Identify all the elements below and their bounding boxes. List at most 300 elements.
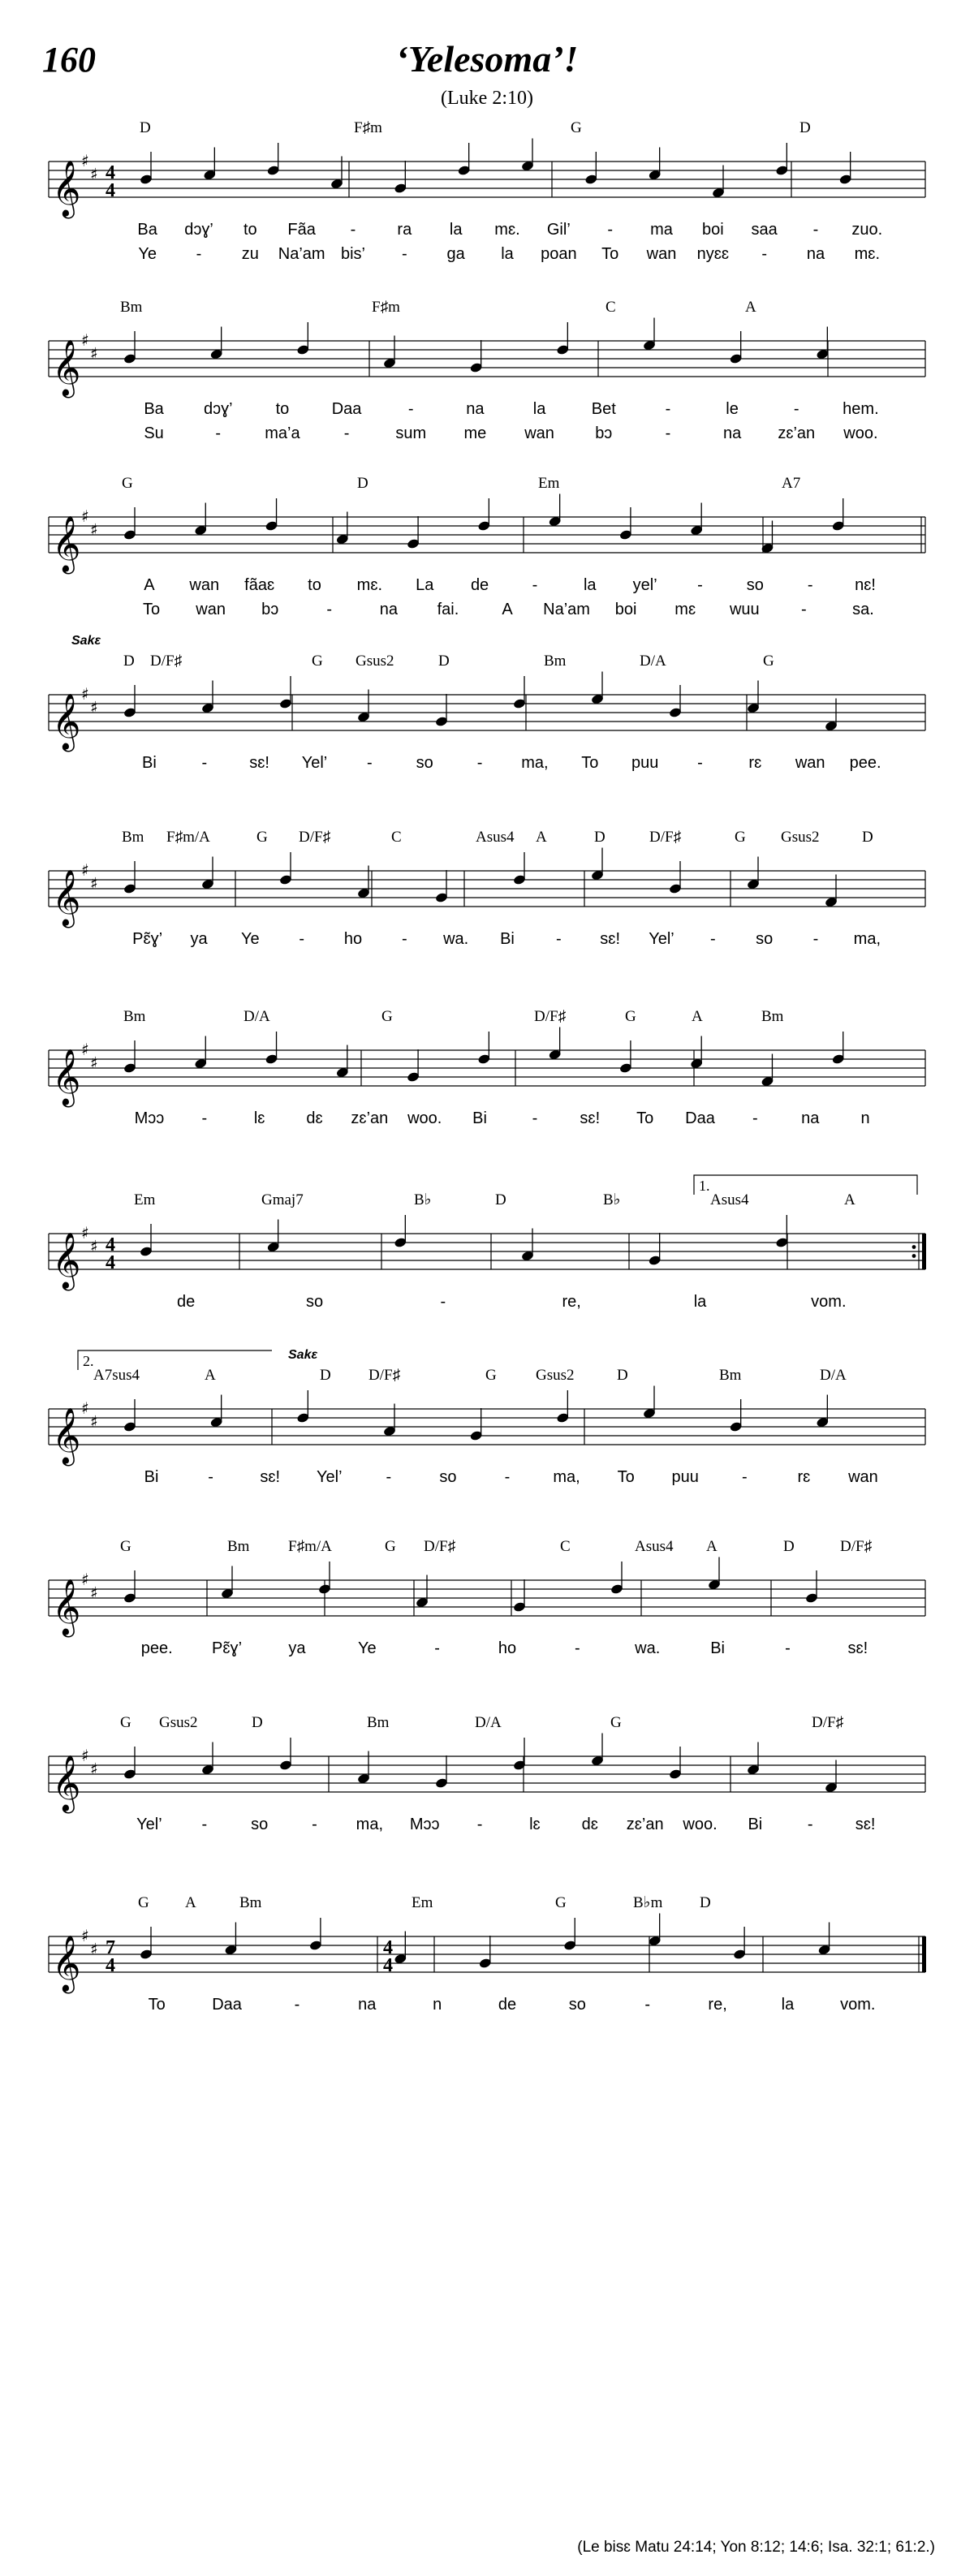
lyric-syllable: A [502, 601, 513, 618]
chord-symbol: D [252, 1714, 263, 1731]
lyric-syllable: - [367, 754, 373, 772]
lyric-syllable: - [476, 754, 483, 772]
lyric-syllable: ya [190, 930, 208, 948]
lyric-syllable: Daa [212, 1996, 242, 2014]
lyric-syllable: - [215, 424, 222, 442]
lyric-syllable: ho [498, 1639, 517, 1657]
lyric-syllable: - [201, 754, 208, 772]
chord-symbol: D/A [475, 1714, 502, 1731]
lyric-syllable: sum [395, 424, 427, 442]
time-signature-bottom: 4 [106, 180, 115, 201]
chord-symbol: D/F♯ [368, 1367, 401, 1384]
lyric-syllable: Bi [500, 930, 515, 948]
lyric-syllable: - [350, 221, 356, 239]
lyric-syllable: Daa [685, 1109, 715, 1127]
lyric-syllable: - [504, 1468, 511, 1486]
chord-symbol: Bm [719, 1367, 742, 1384]
lyric-syllable: - [575, 1639, 580, 1657]
lyric-syllable: ya [288, 1639, 306, 1657]
treble-clef-icon: 𝄞 [52, 1579, 81, 1635]
lyric-syllable: - [532, 576, 538, 594]
lyric-syllable: sɛ! [600, 930, 621, 948]
time-signature-top: 7 [106, 1937, 115, 1958]
chord-symbol: Em [538, 475, 560, 492]
lyric-syllable: la [449, 221, 463, 239]
lyric-syllable: zɛ’an [778, 424, 816, 442]
lyric-syllable: Ye [357, 1639, 377, 1657]
chord-symbol: A [692, 1008, 703, 1025]
chord-symbol: G [385, 1538, 396, 1555]
lyric-syllable: so [251, 1816, 269, 1833]
lyric-syllable: pee. [849, 754, 881, 772]
lyric-syllable: poan [541, 245, 577, 263]
lyric-syllable: to [243, 221, 257, 239]
lyric-syllable: - [401, 245, 407, 263]
lyric-syllable: mɛ. [854, 245, 881, 263]
chord-symbol: D [594, 829, 606, 846]
chord-symbol: Gsus2 [536, 1367, 575, 1384]
sharp-icon: ♯ [81, 1926, 89, 1945]
chord-symbol: G [571, 119, 582, 136]
lyric-syllable: - [299, 930, 305, 948]
lyric-syllable: Ba [144, 400, 164, 418]
sharp-icon: ♯ [90, 873, 98, 894]
lyric-syllable: sɛ! [260, 1468, 281, 1486]
lyric-syllable: to [308, 576, 321, 594]
lyric-syllable: Daa [331, 400, 362, 418]
lyric-syllable: so [746, 576, 764, 594]
chord-symbol: G [138, 1894, 149, 1911]
sharp-icon: ♯ [90, 1759, 98, 1779]
lyric-syllable: de [498, 1996, 517, 2014]
lyric-syllable: Yel’ [649, 930, 674, 948]
chord-symbol: D [862, 829, 873, 846]
chord-symbol: G [312, 653, 323, 670]
chord-symbol: F♯m [372, 299, 400, 316]
chord-symbol: G [120, 1714, 131, 1731]
lyric-syllable: - [785, 1639, 791, 1657]
lyric-syllable: me [463, 424, 487, 442]
final-barline [922, 1936, 926, 1972]
lyric-syllable: la [693, 1293, 707, 1311]
chord-symbol: D [799, 119, 811, 136]
lyric-syllable: - [440, 1293, 446, 1311]
chord-symbol: D [123, 653, 135, 670]
lyric-syllable: Gil’ [546, 221, 571, 239]
lyric-syllable: - [752, 1109, 758, 1127]
lyric-syllable: - [532, 1109, 538, 1127]
lyric-syllable: to [275, 400, 290, 418]
lyric-syllable: - [401, 930, 407, 948]
chord-symbol: F♯m [354, 119, 382, 136]
chord-symbol: G [625, 1008, 636, 1025]
chord-symbol: D/A [244, 1008, 270, 1025]
lyric-syllable: - [196, 245, 202, 263]
lyric-syllable: wuu [729, 601, 760, 618]
lyric-syllable: puu [671, 1468, 699, 1486]
lyric-syllable: Na’am [278, 245, 325, 263]
lyric-syllable: dɛ [581, 1816, 598, 1833]
chord-symbol: D [617, 1367, 628, 1384]
lyric-syllable: Ba [137, 221, 157, 239]
lyric-syllable: ma, [553, 1468, 580, 1486]
lyric-syllable: To [148, 1996, 166, 2014]
chord-symbol: G [763, 653, 774, 670]
lyric-syllable: dɔɣ’ [203, 400, 233, 418]
lyric-syllable: ma [650, 221, 673, 239]
repeat-end-barline [922, 1234, 926, 1269]
sharp-icon: ♯ [90, 1411, 98, 1432]
system-3 [49, 475, 925, 618]
lyric-syllable: Bi [472, 1109, 487, 1127]
lyric-syllable: wan [524, 424, 554, 442]
chord-symbol: A [706, 1538, 718, 1555]
chord-symbol: D [438, 653, 450, 670]
lyric-syllable: - [812, 930, 819, 948]
chord-symbol: G [122, 475, 133, 492]
lyric-syllable: La [416, 576, 434, 594]
lyric-syllable: - [434, 1639, 440, 1657]
lyric-syllable: rɛ [797, 1468, 811, 1486]
sharp-icon: ♯ [90, 1583, 98, 1603]
chord-symbol: A [745, 299, 756, 316]
lyric-syllable: - [801, 601, 807, 618]
lyric-syllable: dɔɣ’ [184, 221, 213, 239]
chord-symbol: Gsus2 [781, 829, 820, 846]
chord-symbol: Asus4 [710, 1191, 749, 1208]
lyric-syllable: - [812, 221, 819, 239]
lyric-syllable: boi [614, 601, 637, 618]
lyric-syllable: To [617, 1468, 635, 1486]
sharp-icon: ♯ [90, 343, 98, 364]
lyric-syllable: na [358, 1996, 377, 2014]
lyric-syllable: ho [343, 930, 363, 948]
lyric-syllable: ma, [521, 754, 549, 772]
time-signature-top: 4 [106, 1234, 115, 1256]
lyric-syllable: wa. [443, 930, 469, 948]
sharp-icon: ♯ [90, 164, 98, 184]
lyric-syllable: lɛ [529, 1816, 541, 1833]
lyric-syllable: - [665, 400, 671, 418]
hymn-number: 160 [42, 40, 96, 80]
sharp-icon: ♯ [90, 1939, 98, 1959]
chord-symbol: Bm [227, 1538, 250, 1555]
chord-symbol: D/A [820, 1367, 847, 1384]
chord-symbol: D [783, 1538, 795, 1555]
chord-symbol: D/A [640, 653, 666, 670]
chord-symbol: Bm [123, 1008, 146, 1025]
lyric-syllable: so [756, 930, 774, 948]
lyric-syllable: - [476, 1816, 483, 1833]
chord-symbol: G [256, 829, 268, 846]
chord-symbol: Asus4 [476, 829, 515, 846]
chord-symbol: D [320, 1367, 331, 1384]
chord-symbol: D/F♯ [150, 653, 183, 670]
sharp-icon: ♯ [90, 1053, 98, 1073]
chord-symbol: G [381, 1008, 393, 1025]
sharp-icon: ♯ [81, 506, 89, 526]
chord-symbol: D/F♯ [534, 1008, 567, 1025]
lyric-syllable: zuo. [851, 221, 883, 239]
system-2 [49, 299, 925, 442]
lyric-syllable: A [144, 576, 155, 594]
lyric-syllable: sɛ! [847, 1639, 868, 1657]
lyric-syllable: zɛ’an [351, 1109, 389, 1127]
lyric-syllable: - [294, 1996, 300, 2014]
treble-clef-icon: 𝄞 [52, 1755, 81, 1811]
lyric-syllable: sa. [852, 601, 874, 618]
lyric-syllable: Ye [241, 930, 260, 948]
lyric-syllable: To [581, 754, 599, 772]
lyric-syllable: so [305, 1293, 324, 1311]
lyric-syllable: re, [562, 1293, 581, 1311]
lyric-syllable: - [201, 1109, 208, 1127]
treble-clef-icon: 𝄞 [52, 1935, 81, 1992]
treble-clef-icon: 𝄞 [52, 339, 81, 396]
chord-symbol: C [606, 299, 616, 316]
lyric-syllable: - [697, 754, 703, 772]
time-signature-top: 4 [383, 1937, 393, 1958]
footer-references: (Le bisɛ Matu 24:14; Yon 8:12; 14:6; Isa. 32:1; 61:2.) [577, 2539, 935, 2556]
chord-symbol: Bm [239, 1894, 262, 1911]
chord-symbol: D/F♯ [299, 829, 331, 846]
chord-symbol: Bm [761, 1008, 784, 1025]
time-signature-bottom: 4 [106, 1955, 115, 1976]
lyric-syllable: ma’a [265, 424, 300, 442]
lyric-syllable: sɛ! [249, 754, 270, 772]
lyric-syllable: - [343, 424, 350, 442]
lyric-syllable: vom. [840, 1996, 876, 2014]
lyric-syllable: - [208, 1468, 213, 1486]
lyric-syllable: Ye [138, 245, 157, 263]
time-signature-top: 4 [106, 162, 115, 183]
chord-symbol: A [185, 1894, 196, 1911]
lyric-syllable: Mɔɔ [409, 1816, 440, 1833]
lyric-syllable: Pɛ̃ɣ’ [132, 930, 163, 948]
lyric-syllable: zu [241, 245, 259, 263]
lyric-syllable: de [177, 1293, 196, 1311]
system-8 [49, 1348, 925, 1486]
lyric-syllable: wa. [635, 1639, 661, 1657]
lyric-syllable: bɔ [595, 424, 613, 442]
chord-symbol: D/F♯ [840, 1538, 873, 1555]
lyric-syllable: na [379, 601, 398, 618]
chord-symbol: F♯m/A [288, 1538, 332, 1555]
lyric-syllable: de [470, 576, 489, 594]
lyric-syllable: puu [631, 754, 659, 772]
treble-clef-icon: 𝄞 [52, 869, 81, 926]
sharp-icon: ♯ [81, 1570, 89, 1589]
lyric-syllable: la [532, 400, 546, 418]
lyric-syllable: Yel’ [317, 1468, 343, 1486]
repeat-dot [912, 1245, 916, 1249]
lyric-syllable: wan [848, 1468, 878, 1486]
sharp-icon: ♯ [81, 1398, 89, 1418]
chord-symbol: F♯m/A [166, 829, 210, 846]
lyric-syllable: yel’ [632, 576, 657, 594]
lyric-syllable: bɔ [261, 601, 279, 618]
sharp-icon: ♯ [81, 860, 89, 880]
chord-symbol: Gmaj7 [261, 1191, 304, 1208]
system-6 [49, 1008, 925, 1127]
treble-clef-icon: 𝄞 [52, 160, 81, 217]
lyric-syllable: wan [189, 576, 220, 594]
system-1 [49, 119, 925, 263]
system-4 [49, 634, 925, 772]
lyric-syllable: wan [795, 754, 825, 772]
lyric-syllable: Yel’ [301, 754, 328, 772]
chord-symbol: Asus4 [635, 1538, 674, 1555]
time-signature-bottom: 4 [383, 1955, 393, 1976]
chord-symbol: D/F♯ [649, 829, 682, 846]
lyric-syllable: so [416, 754, 433, 772]
lyric-syllable: To [636, 1109, 654, 1127]
lyric-syllable: na [722, 424, 742, 442]
treble-clef-icon: 𝄞 [52, 515, 81, 572]
lyric-syllable: woo. [407, 1109, 442, 1127]
chord-symbol: G [555, 1894, 567, 1911]
chord-symbol: A7sus4 [93, 1367, 140, 1384]
section-label: Sakɛ [288, 1348, 318, 1362]
lyric-syllable: - [201, 1816, 208, 1833]
lyric-syllable: bis’ [340, 245, 366, 263]
chord-symbol: G [610, 1714, 622, 1731]
chord-symbol: Em [134, 1191, 156, 1208]
lyric-syllable: fãaɛ [244, 576, 275, 594]
lyric-syllable: sɛ! [855, 1816, 876, 1833]
treble-clef-icon: 𝄞 [52, 1232, 81, 1289]
lyric-syllable: mɛ. [494, 221, 520, 239]
chord-symbol: B♭m [633, 1894, 663, 1911]
sharp-icon: ♯ [81, 1040, 89, 1059]
chord-symbol: D [140, 119, 151, 136]
lyric-syllable: - [407, 400, 414, 418]
chord-symbol: C [560, 1538, 571, 1555]
treble-clef-icon: 𝄞 [52, 1407, 81, 1464]
lyric-syllable: na [801, 1109, 820, 1127]
chord-symbol: A [844, 1191, 855, 1208]
lyric-syllable: n [433, 1996, 442, 2014]
lyric-syllable: Pɛ̃ɣ’ [212, 1639, 243, 1657]
volta-number: 1. [699, 1178, 710, 1194]
volta-number: 2. [83, 1353, 94, 1369]
lyric-syllable: re, [708, 1996, 727, 2014]
lyric-syllable: la [781, 1996, 795, 2014]
chord-symbol: G [120, 1538, 131, 1555]
lyric-syllable: ma, [853, 930, 881, 948]
lyric-syllable: nyɛɛ [696, 245, 730, 263]
lyric-syllable: Bi [710, 1639, 725, 1657]
system-9 [49, 1538, 925, 1657]
system-5 [49, 829, 925, 948]
chord-symbol: Gsus2 [159, 1714, 198, 1731]
system-11 [49, 1894, 926, 2014]
chord-symbol: Bm [122, 829, 144, 846]
lyric-syllable: la [583, 576, 597, 594]
lyric-syllable: - [555, 930, 562, 948]
lyric-syllable: rɛ [748, 754, 762, 772]
lyric-syllable: Na’am [543, 601, 590, 618]
lyric-syllable: - [312, 1816, 317, 1833]
lyric-syllable: Fãa [287, 221, 316, 239]
section-label: Sakɛ [71, 634, 101, 648]
lyric-syllable: ma, [356, 1816, 384, 1833]
lyric-syllable: - [665, 424, 671, 442]
lyric-syllable: Yel’ [136, 1816, 162, 1833]
lyric-syllable: na [806, 245, 825, 263]
lyric-syllable: Mɔɔ [134, 1109, 165, 1127]
chord-symbol: A [536, 829, 547, 846]
lyric-syllable: hem. [843, 400, 879, 418]
hymn-title: ‘Yelesoma’! [395, 38, 579, 80]
lyric-syllable: - [607, 221, 614, 239]
lyric-syllable: mɛ [674, 601, 696, 618]
lyric-syllable: mɛ. [356, 576, 383, 594]
chord-symbol: Em [412, 1894, 433, 1911]
lyric-syllable: To [601, 245, 619, 263]
treble-clef-icon: 𝄞 [52, 693, 81, 750]
lyric-syllable: woo. [683, 1816, 718, 1833]
lyric-syllable: so [568, 1996, 586, 2014]
treble-clef-icon: 𝄞 [52, 1049, 81, 1105]
system-7 [49, 1175, 926, 1311]
repeat-dot [912, 1254, 916, 1258]
lyric-syllable: To [142, 601, 161, 618]
sharp-icon: ♯ [81, 684, 89, 704]
chord-symbol: D [700, 1894, 711, 1911]
lyric-syllable: la [501, 245, 514, 263]
lyric-syllable: - [386, 1468, 392, 1486]
sharp-icon: ♯ [81, 1223, 89, 1243]
system-10 [49, 1714, 925, 1833]
sharp-icon: ♯ [90, 1236, 98, 1256]
lyric-syllable: lɛ [253, 1109, 265, 1127]
lyric-syllable: wan [196, 601, 226, 618]
lyric-syllable: sɛ! [580, 1109, 601, 1127]
lyric-syllable: zɛ’an [626, 1816, 664, 1833]
sharp-icon: ♯ [81, 330, 89, 350]
lyric-syllable: fai. [437, 601, 459, 618]
lyric-syllable: - [741, 1468, 748, 1486]
lyric-syllable: - [326, 601, 333, 618]
chord-symbol: Gsus2 [356, 653, 394, 670]
lyric-syllable: ga [446, 245, 465, 263]
chord-symbol: B♭ [414, 1191, 432, 1208]
lyric-syllable: Bi [748, 1816, 763, 1833]
lyric-syllable: wan [646, 245, 677, 263]
lyric-syllable: le [726, 400, 739, 418]
chord-symbol: A7 [782, 475, 801, 492]
lyric-syllable: Bi [142, 754, 157, 772]
chord-symbol: Bm [120, 299, 143, 316]
lyric-syllable: Su [144, 424, 164, 442]
sharp-icon: ♯ [90, 519, 98, 540]
chord-symbol: Bm [367, 1714, 390, 1731]
lyric-syllable: na [466, 400, 485, 418]
lyric-syllable: - [761, 245, 768, 263]
sharp-icon: ♯ [81, 1746, 89, 1765]
lyric-syllable: n [860, 1109, 870, 1127]
lyric-syllable: - [644, 1996, 651, 2014]
lyric-syllable: - [793, 400, 799, 418]
chord-symbol: D/F♯ [812, 1714, 844, 1731]
chord-symbol: D/F♯ [424, 1538, 456, 1555]
lyric-syllable: pee. [140, 1639, 173, 1657]
lyric-syllable: Bi [144, 1468, 159, 1486]
lyric-syllable: boi [701, 221, 724, 239]
lyric-syllable: so [439, 1468, 457, 1486]
lyric-syllable: ra [397, 221, 412, 239]
